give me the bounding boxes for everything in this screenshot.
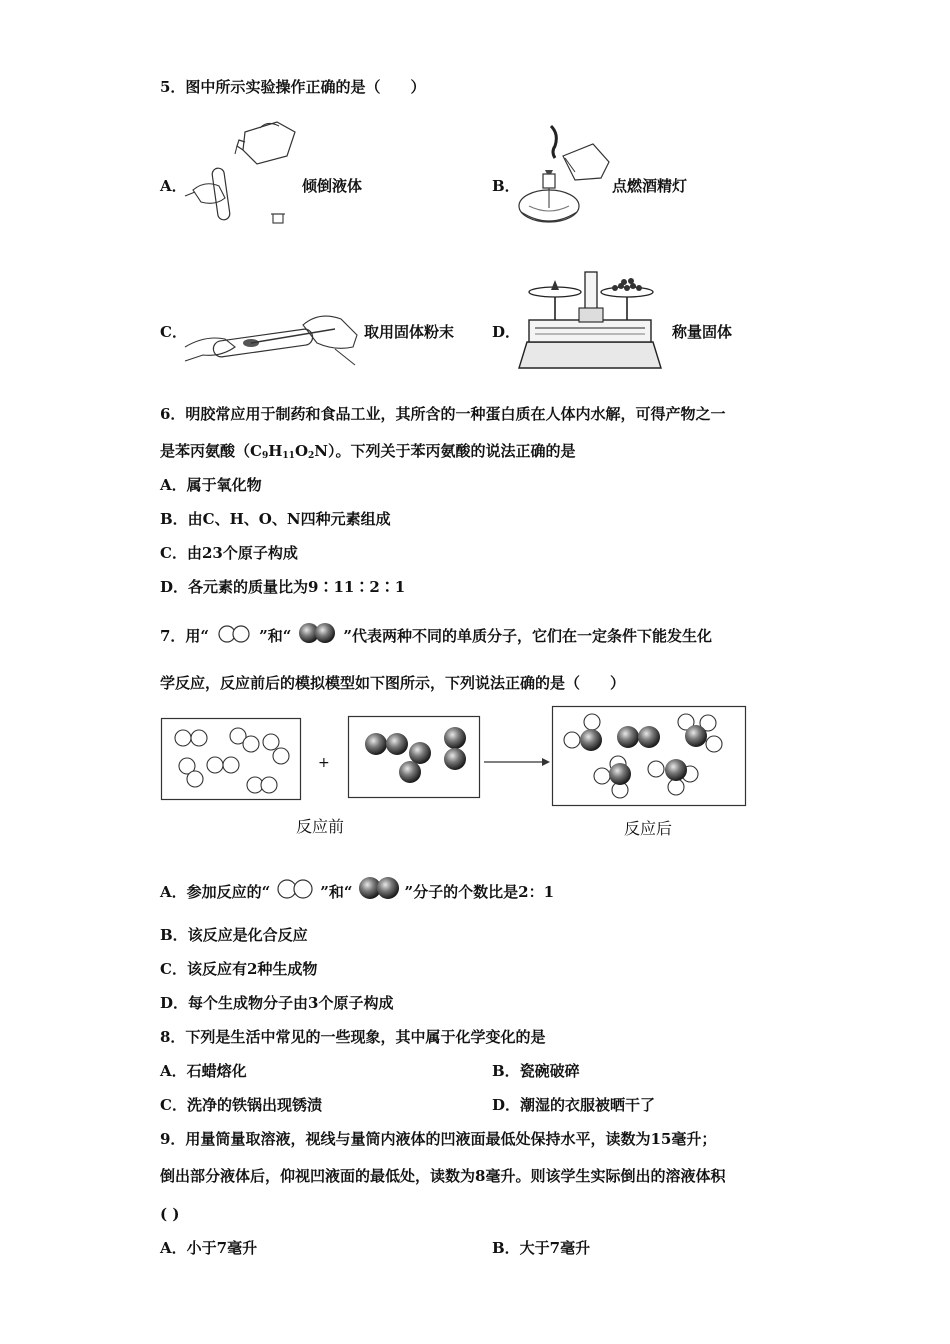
q8-stem: 8．下列是生活中常见的一些现象，其中属于化学变化的是 bbox=[160, 1028, 546, 1046]
q6-line2-pre: 是苯丙氨酸（C bbox=[160, 442, 262, 460]
q6-line2-post: N）。下列关于苯丙氨酸的说法正确的是 bbox=[314, 442, 576, 460]
after-reaction-label: 反应后 bbox=[624, 819, 673, 838]
q9-stem-line2: 倒出部分液体后，仰视凹液面的最低处，读数为8毫升。则该学生实际倒出的溶液体积 bbox=[160, 1167, 726, 1185]
q5-option-b-caption: 点燃酒精灯 bbox=[612, 177, 688, 195]
q5-option-c-caption: 取用固体粉末 bbox=[364, 323, 455, 341]
q7-line1-part-c: ”代表两种不同的单质分子，它们在一定条件下能发生化 bbox=[343, 627, 712, 645]
q5-option-d-letter: D． bbox=[492, 323, 521, 341]
q6-sub-11: 11 bbox=[282, 451, 295, 461]
q6-stem-line2 bbox=[160, 441, 576, 466]
q9-option-b: B．大于7毫升 bbox=[492, 1239, 591, 1257]
q7-option-d: D．每个生成物分子由3个原子构成 bbox=[160, 994, 394, 1012]
white-molecule-icon bbox=[276, 879, 314, 901]
reaction-before-box-dark bbox=[348, 716, 480, 798]
q8-option-d: D．潮湿的衣服被晒干了 bbox=[492, 1096, 656, 1114]
q6-option-a: A．属于氧化物 bbox=[160, 476, 262, 494]
q6-mid-o: O bbox=[294, 442, 309, 460]
reaction-after-box bbox=[552, 706, 746, 806]
q7-stem-line1 bbox=[160, 623, 712, 646]
q7-option-c: C．该反应有2种生成物 bbox=[160, 960, 318, 978]
q5-option-c-letter: C． bbox=[160, 323, 187, 341]
reaction-before-box-white bbox=[161, 718, 301, 800]
q8-option-b: B．瓷碗破碎 bbox=[492, 1062, 580, 1080]
q5-option-a-caption: 倾倒液体 bbox=[302, 177, 363, 195]
q7-line1-part-b: ”和“ bbox=[259, 627, 292, 645]
q7-opta-part-c: ”分子的个数比是2：1 bbox=[404, 883, 555, 901]
reaction-arrow bbox=[484, 756, 550, 768]
light-alcohol-lamp-illustration bbox=[515, 122, 615, 232]
pour-liquid-illustration bbox=[185, 120, 300, 230]
q5-option-a-letter: A． bbox=[160, 177, 187, 195]
q7-option-a bbox=[160, 877, 554, 902]
dark-molecule-icon bbox=[297, 623, 337, 645]
q5-option-d-caption: 称量固体 bbox=[672, 323, 733, 341]
q8-option-c: C．洗净的铁锅出现锈渍 bbox=[160, 1096, 322, 1114]
take-powder-illustration bbox=[185, 305, 360, 370]
q6-option-c: C．由23个原子构成 bbox=[160, 544, 298, 562]
plus-sign: + bbox=[318, 755, 330, 771]
q6-option-d: D．各元素的质量比为9∶11∶2∶1 bbox=[160, 578, 406, 596]
q6-mid-h: H bbox=[268, 442, 283, 460]
q9-stem-line1: 9．用量筒量取溶液，视线与量筒内液体的凹液面最低处保持水平，读数为15毫升； bbox=[160, 1130, 717, 1148]
q9-stem-line3: ( ) bbox=[160, 1205, 180, 1223]
q5-stem: 5．图中所示实验操作正确的是（ ） bbox=[160, 78, 426, 96]
q7-opta-part-a: A．参加反应的“ bbox=[160, 883, 271, 901]
q6-stem-line1: 6．明胶常应用于制药和食品工业，其所含的一种蛋白质在人体内水解，可得产物之一 bbox=[160, 405, 726, 423]
q5-option-b-letter: B． bbox=[492, 177, 520, 195]
q6-sub-2: 2 bbox=[308, 451, 315, 461]
q6-sub-9: 9 bbox=[261, 451, 269, 461]
q7-stem-line2: 学反应，反应前后的模拟模型如下图所示，下列说法正确的是（ ） bbox=[160, 674, 626, 692]
q7-option-b: B．该反应是化合反应 bbox=[160, 926, 308, 944]
dark-molecule-icon bbox=[357, 877, 401, 901]
weigh-solid-balance-illustration bbox=[515, 268, 665, 372]
q7-opta-part-b: ”和“ bbox=[320, 883, 353, 901]
white-molecule-icon bbox=[217, 625, 251, 645]
q8-option-a: A．石蜡熔化 bbox=[160, 1062, 247, 1080]
q6-option-b: B．由C、H、O、N四种元素组成 bbox=[160, 510, 391, 528]
q7-line1-part-a: 7．用“ bbox=[160, 627, 210, 645]
before-reaction-label: 反应前 bbox=[296, 817, 345, 836]
q9-option-a: A．小于7毫升 bbox=[160, 1239, 258, 1257]
